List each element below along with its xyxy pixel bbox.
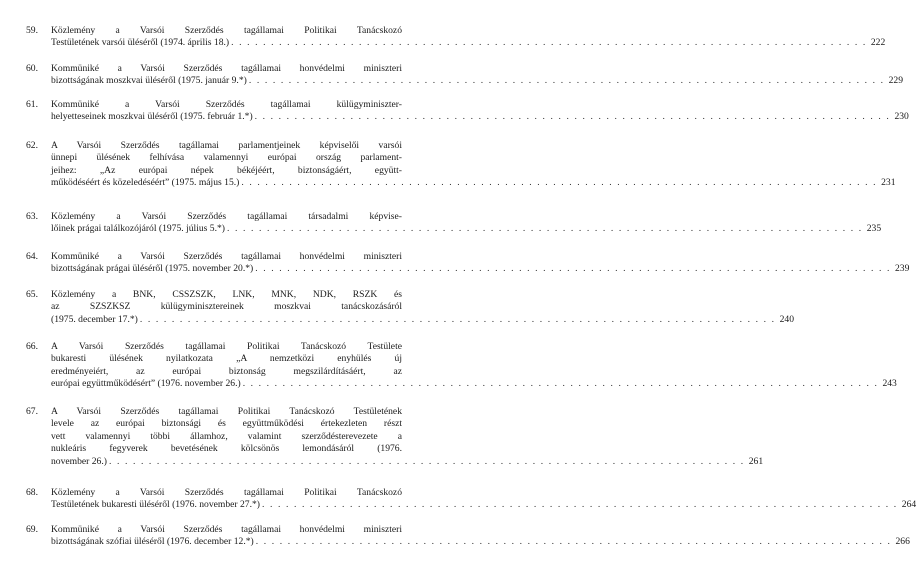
dot-leader: . . . . . . . . . . . . . . . . . . . . . . . . . . . . . . . . . . . . . . . . . . . . . . . . . . . . . . . . . . . . . . . . . . . . . . . . . . . . . . . . (262, 499, 898, 511)
entry-number: 62. (26, 140, 38, 151)
entry-title (51, 251, 910, 276)
dot-leader: . . . . . . . . . . . . . . . . . . . . . . . . . . . . . . . . . . . . . . . . . . . . . . . . . . . . . . . . . . . . . . . . . . . . . . . . . . . . . . . . (241, 177, 878, 189)
entry-line: Kommüniké a Varsói Szerződés tagállamai honvédelmi miniszteri (51, 524, 402, 535)
dot-leader: . . . . . . . . . . . . . . . . . . . . . . . . . . . . . . . . . . . . . . . . . . . . . . . . . . . . . . . . . . . . . . . . . . . . . . . . . . . . . . . . (255, 263, 891, 275)
entry-line: helyetteseinek moszkvai üléséről (1975. február 1.*) . . . . . . . . . . . . . . . . . . . . . . . . . . . . . . . . . . . . . . . . . . . . . . . . . . . . . . . . . . . . . . . . . . . . . . . . . . . . . . . . 230 (51, 111, 402, 123)
entry-line: bukaresti ülésének nyilatkozata „A nemzetközi enyhülés új (51, 353, 402, 365)
entry-line: jeihez: „Az európai népek békéjéért, biztonságáért, együtt- (51, 164, 402, 176)
page-number: 231 (881, 177, 896, 189)
entry-title (51, 211, 882, 236)
entry-number: 69. (26, 524, 38, 535)
entry-title (51, 25, 886, 50)
dot-leader: . . . . . . . . . . . . . . . . . . . . . . . . . . . . . . . . . . . . . . . . . . . . . . . . . . . . . . . . . . . . . . . . . . . . . . . . . . . . . . . . (231, 37, 867, 49)
dot-leader: . . . . . . . . . . . . . . . . . . . . . . . . . . . . . . . . . . . . . . . . . . . . . . . . . . . . . . . . . . . . . . . . . . . . . . . . . . . . . . . . (255, 536, 892, 548)
dot-leader: . . . . . . . . . . . . . . . . . . . . . . . . . . . . . . . . . . . . . . . . . . . . . . . . . . . . . . . . . . . . . . . . . . . . . . . . . . . . . . . . (139, 313, 776, 325)
entry-number: 61. (26, 99, 38, 110)
page-number: 264 (901, 499, 917, 511)
entry-line: A Varsói Szerződés tagállamai Politikai Tanácskozó Testülete (51, 341, 402, 352)
entry-line: november 26.) . . . . . . . . . . . . . . . . . . . . . . . . . . . . . . . . . . . . . . . . . . . . . . . . . . . . . . . . . . . . . . . . . . . . . . . . . . . . . . . . 261 (51, 456, 402, 468)
entry-number: 68. (26, 487, 38, 498)
page-number: 261 (748, 455, 764, 467)
entry-line: A Varsói Szerződés tagállamai Politikai Tanácskozó Testületének (51, 406, 402, 417)
entry-number: 60. (26, 63, 38, 74)
entry-line: Közlemény a BNK, CSSZSZK, LNK, MNK, NDK, RSZK és (51, 289, 402, 300)
entry-line: lőinek prágai találkozójáról (1975. július 5.*) . . . . . . . . . . . . . . . . . . . . . . . . . . . . . . . . . . . . . . . . . . . . . . . . . . . . . . . . . . . . . . . . . . . . . . . . . . . . . . . . 235 (51, 223, 402, 235)
entry-number: 63. (26, 211, 38, 222)
entry-line: (1975. december 17.*) . . . . . . . . . . . . . . . . . . . . . . . . . . . . . . . . . . . . . . . . . . . . . . . . . . . . . . . . . . . . . . . . . . . . . . . . . . . . . . . . 240 (51, 314, 402, 326)
entry-line: A Varsói Szerződés tagállamai parlamentjeinek képviselői varsói (51, 140, 402, 151)
entry-line: bizottságának szófiai üléséről (1976. december 12.*) . . . . . . . . . . . . . . . . . . . . . . . . . . . . . . . . . . . . . . . . . . . . . . . . . . . . . . . . . . . . . . . . . . . . . . . . . . . . . . . . 266 (51, 536, 402, 548)
entry-line: vett valamennyi többi államhoz, valamint szerződésterevezete a (51, 430, 402, 442)
entry-title (51, 289, 795, 326)
dot-leader: . . . . . . . . . . . . . . . . . . . . . . . . . . . . . . . . . . . . . . . . . . . . . . . . . . . . . . . . . . . . . . . . . . . . . . . . . . . . . . . . (248, 75, 885, 87)
entry-title (51, 406, 764, 468)
entry-line: ünnepi ülésének felhívása valamennyi európai ország parlament- (51, 152, 402, 164)
page-number: 229 (888, 75, 903, 87)
entry-number: 65. (26, 289, 38, 300)
entry-number: 64. (26, 251, 38, 262)
entry-line: működéséért és közeledéséért” (1975. május 15.) . . . . . . . . . . . . . . . . . . . . . . . . . . . . . . . . . . . . . . . . . . . . . . . . . . . . . . . . . . . . . . . . . . . . . . . . . . . . . . . . 231 (51, 177, 402, 189)
entry-line: Kommüniké a Varsói Szerződés tagállamai honvédelmi miniszteri (51, 63, 402, 74)
entry-line: Testületének varsói üléséről (1974. április 18.) . . . . . . . . . . . . . . . . . . . . . . . . . . . . . . . . . . . . . . . . . . . . . . . . . . . . . . . . . . . . . . . . . . . . . . . . . . . . . . . . 222 (51, 37, 402, 49)
dot-leader: . . . . . . . . . . . . . . . . . . . . . . . . . . . . . . . . . . . . . . . . . . . . . . . . . . . . . . . . . . . . . . . . . . . . . . . . . . . . . . . . (108, 455, 745, 467)
entry-line: Kommüniké a Varsói Szerződés tagállamai honvédelmi miniszteri (51, 251, 402, 262)
page-number: 230 (894, 111, 909, 123)
page-number: 235 (866, 223, 882, 235)
entry-line: bizottságának prágai üléséről (1975. november 20.*) . . . . . . . . . . . . . . . . . . . . . . . . . . . . . . . . . . . . . . . . . . . . . . . . . . . . . . . . . . . . . . . . . . . . . . . . . . . . . . . . 239 (51, 263, 402, 275)
dot-leader: . . . . . . . . . . . . . . . . . . . . . . . . . . . . . . . . . . . . . . . . . . . . . . . . . . . . . . . . . . . . . . . . . . . . . . . . . . . . . . . . (242, 378, 879, 390)
entry-line: az SZSZKSZ külügyminisztereinek moszkvai tanácskozásáról (51, 301, 402, 313)
page-number: 243 (882, 378, 897, 390)
entry-number: 66. (26, 341, 38, 352)
entry-number: 59. (26, 25, 38, 36)
entry-line: eredményeiért, az európai biztonság megszilárdításáért, az (51, 365, 402, 377)
page-number: 222 (870, 37, 886, 49)
page-number: 240 (779, 313, 795, 325)
entry-title (51, 99, 909, 124)
entry-line: Közlemény a Varsói Szerződés tagállamai társadalmi képvise- (51, 211, 402, 222)
entry-title (51, 524, 910, 549)
entry-line: Közlemény a Varsói Szerződés tagállamai Politikai Tanácskozó (51, 487, 402, 498)
dot-leader: . . . . . . . . . . . . . . . . . . . . . . . . . . . . . . . . . . . . . . . . . . . . . . . . . . . . . . . . . . . . . . . . . . . . . . . . . . . . . . . . (226, 223, 863, 235)
dot-leader: . . . . . . . . . . . . . . . . . . . . . . . . . . . . . . . . . . . . . . . . . . . . . . . . . . . . . . . . . . . . . . . . . . . . . . . . . . . . . . . . (254, 111, 891, 123)
page-number: 239 (894, 263, 910, 275)
entry-line: európai együttműködésért” (1976. november 26.) . . . . . . . . . . . . . . . . . . . . . . . . . . . . . . . . . . . . . . . . . . . . . . . . . . . . . . . . . . . . . . . . . . . . . . . . . . . . . . . . 243 (51, 378, 402, 390)
entry-line: nukleáris fegyverek bevetésének kölcsönös lemondásáról (1976. (51, 443, 402, 455)
entry-title (51, 487, 917, 512)
entry-title (51, 341, 897, 391)
entry-title (51, 63, 903, 88)
entry-title (51, 140, 896, 190)
entry-line: Kommüniké a Varsói Szerződés tagállamai külügyminiszter- (51, 99, 402, 110)
entry-number: 67. (26, 406, 38, 417)
entry-line: Közlemény a Varsói Szerződés tagállamai Politikai Tanácskozó (51, 25, 402, 36)
entry-line: levele az európai biztonsági és együttműködési értekezleten részt (51, 418, 402, 430)
page-number: 266 (895, 536, 910, 548)
entry-line: bizottságának moszkvai üléséről (1975. január 9.*) . . . . . . . . . . . . . . . . . . . . . . . . . . . . . . . . . . . . . . . . . . . . . . . . . . . . . . . . . . . . . . . . . . . . . . . . . . . . . . . . 229 (51, 75, 402, 87)
entry-line: Testületének bukaresti üléséről (1976. november 27.*) . . . . . . . . . . . . . . . . . . . . . . . . . . . . . . . . . . . . . . . . . . . . . . . . . . . . . . . . . . . . . . . . . . . . . . . . . . . . . . . . 264 (51, 499, 402, 511)
